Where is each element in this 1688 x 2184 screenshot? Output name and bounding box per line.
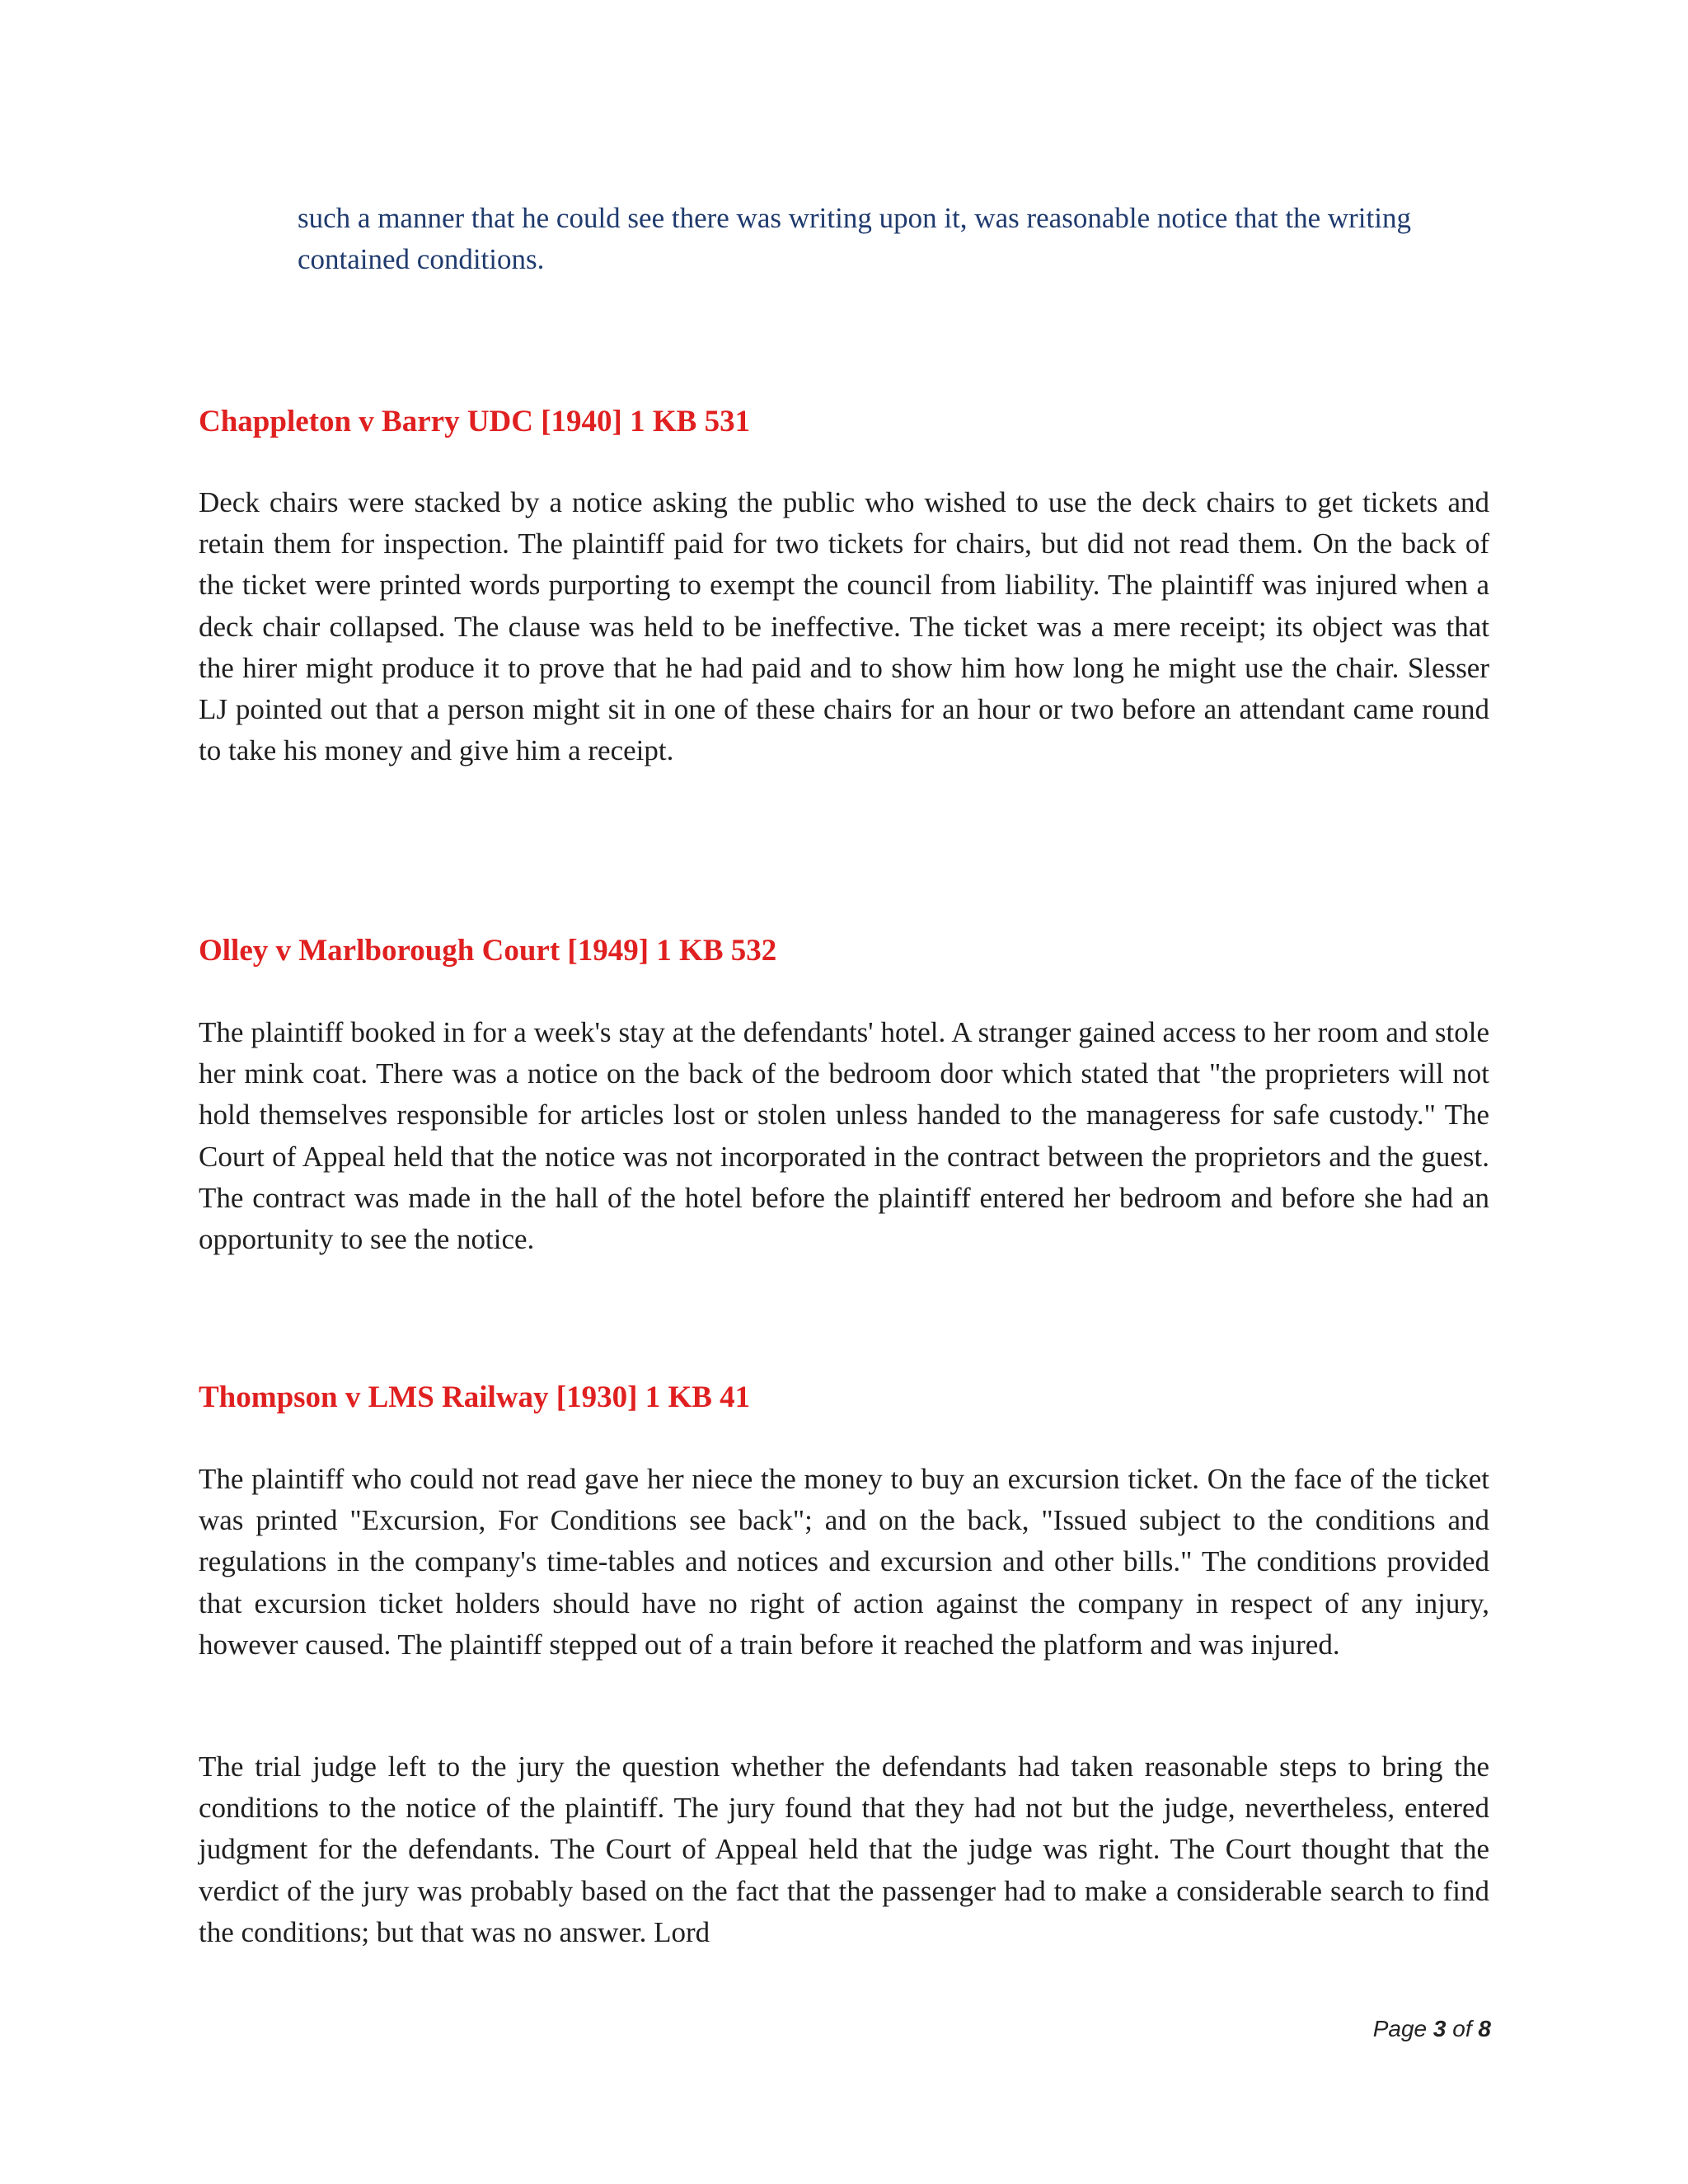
page-number-footer [1373, 2016, 1491, 2042]
footer-current-page: 3 [1432, 2016, 1447, 2041]
case-title-thompson: Thompson v LMS Railway [1930] 1 KB 41 [199, 1380, 751, 1414]
case-title-olley: Olley v Marlborough Court [1949] 1 KB 532 [199, 934, 777, 968]
case-paragraph-chappleton: Deck chairs were stacked by a notice asking the public who wished to use the deck chairs to get tickets and retain them for inspection. The plaintiff paid for two tickets for chairs, but did not read them. On the back of the ticket were printed words purporting to exempt the council from liability. The plaintiff was injured when a deck chair collapsed. The clause was held to be ineffective. The ticket was a mere receipt; its object was that the hirer might produce it to prove that he had paid and to show him how long he might use the chair. Slesser LJ pointed out that a person might sit in one of these chairs for an hour or two before an attendant came round to take his money and give him a receipt. [199, 486, 1489, 767]
footer-total-pages: 8 [1478, 2016, 1491, 2041]
case-paragraph-olley: The plaintiff booked in for a week's stay at the defendants' hotel. A stranger gained access to her room and stole her mink coat. There was a notice on the back of the bedroom door which stated that "the proprieters will not hold themselves responsible for articles lost or stolen unless handed to the manageress for safe custody." The Court of Appeal held that the notice was not incorporated in the contract between the proprietors and the guest. The contract was made in the hall of the hotel before the plaintiff entered her bedroom and before she had an opportunity to see the notice. [199, 1016, 1489, 1256]
case-paragraph-thompson-2: The trial judge left to the jury the question whether the defendants had taken reasonable steps to bring the conditions to the notice of the plaintiff. The jury found that they had not but the judge, nevertheless, entered judgment for the defendants. The Court of Appeal held that the judge was right. The Court thought that the verdict of the jury was probably based on the fact that the passenger had to make a considerable search to find the conditions; but that was no answer. Lord [199, 1750, 1489, 1948]
case-paragraph-thompson-1: The plaintiff who could not read gave her niece the money to buy an excursion ticket. On the face of the ticket was printed "Excursion, For Conditions see back"; and on the back, "Issued subject to the conditions and regulations in the company's time-tables and notices and excursion and other bills." The conditions provided that excursion ticket holders should have no right of action against the company in respect of any injury, however caused. The plaintiff stepped out of a train before it reached the platform and was injured. [199, 1463, 1489, 1661]
footer-page-word: Page [1372, 2016, 1428, 2041]
case-title-chappleton: Chappleton v Barry UDC [1940] 1 KB 531 [199, 405, 751, 438]
footer-of-word: of [1452, 2016, 1472, 2041]
quote-continuation: such a manner that he could see there was writing upon it, was reasonable notice that the writing contained conditions. [298, 202, 1411, 275]
